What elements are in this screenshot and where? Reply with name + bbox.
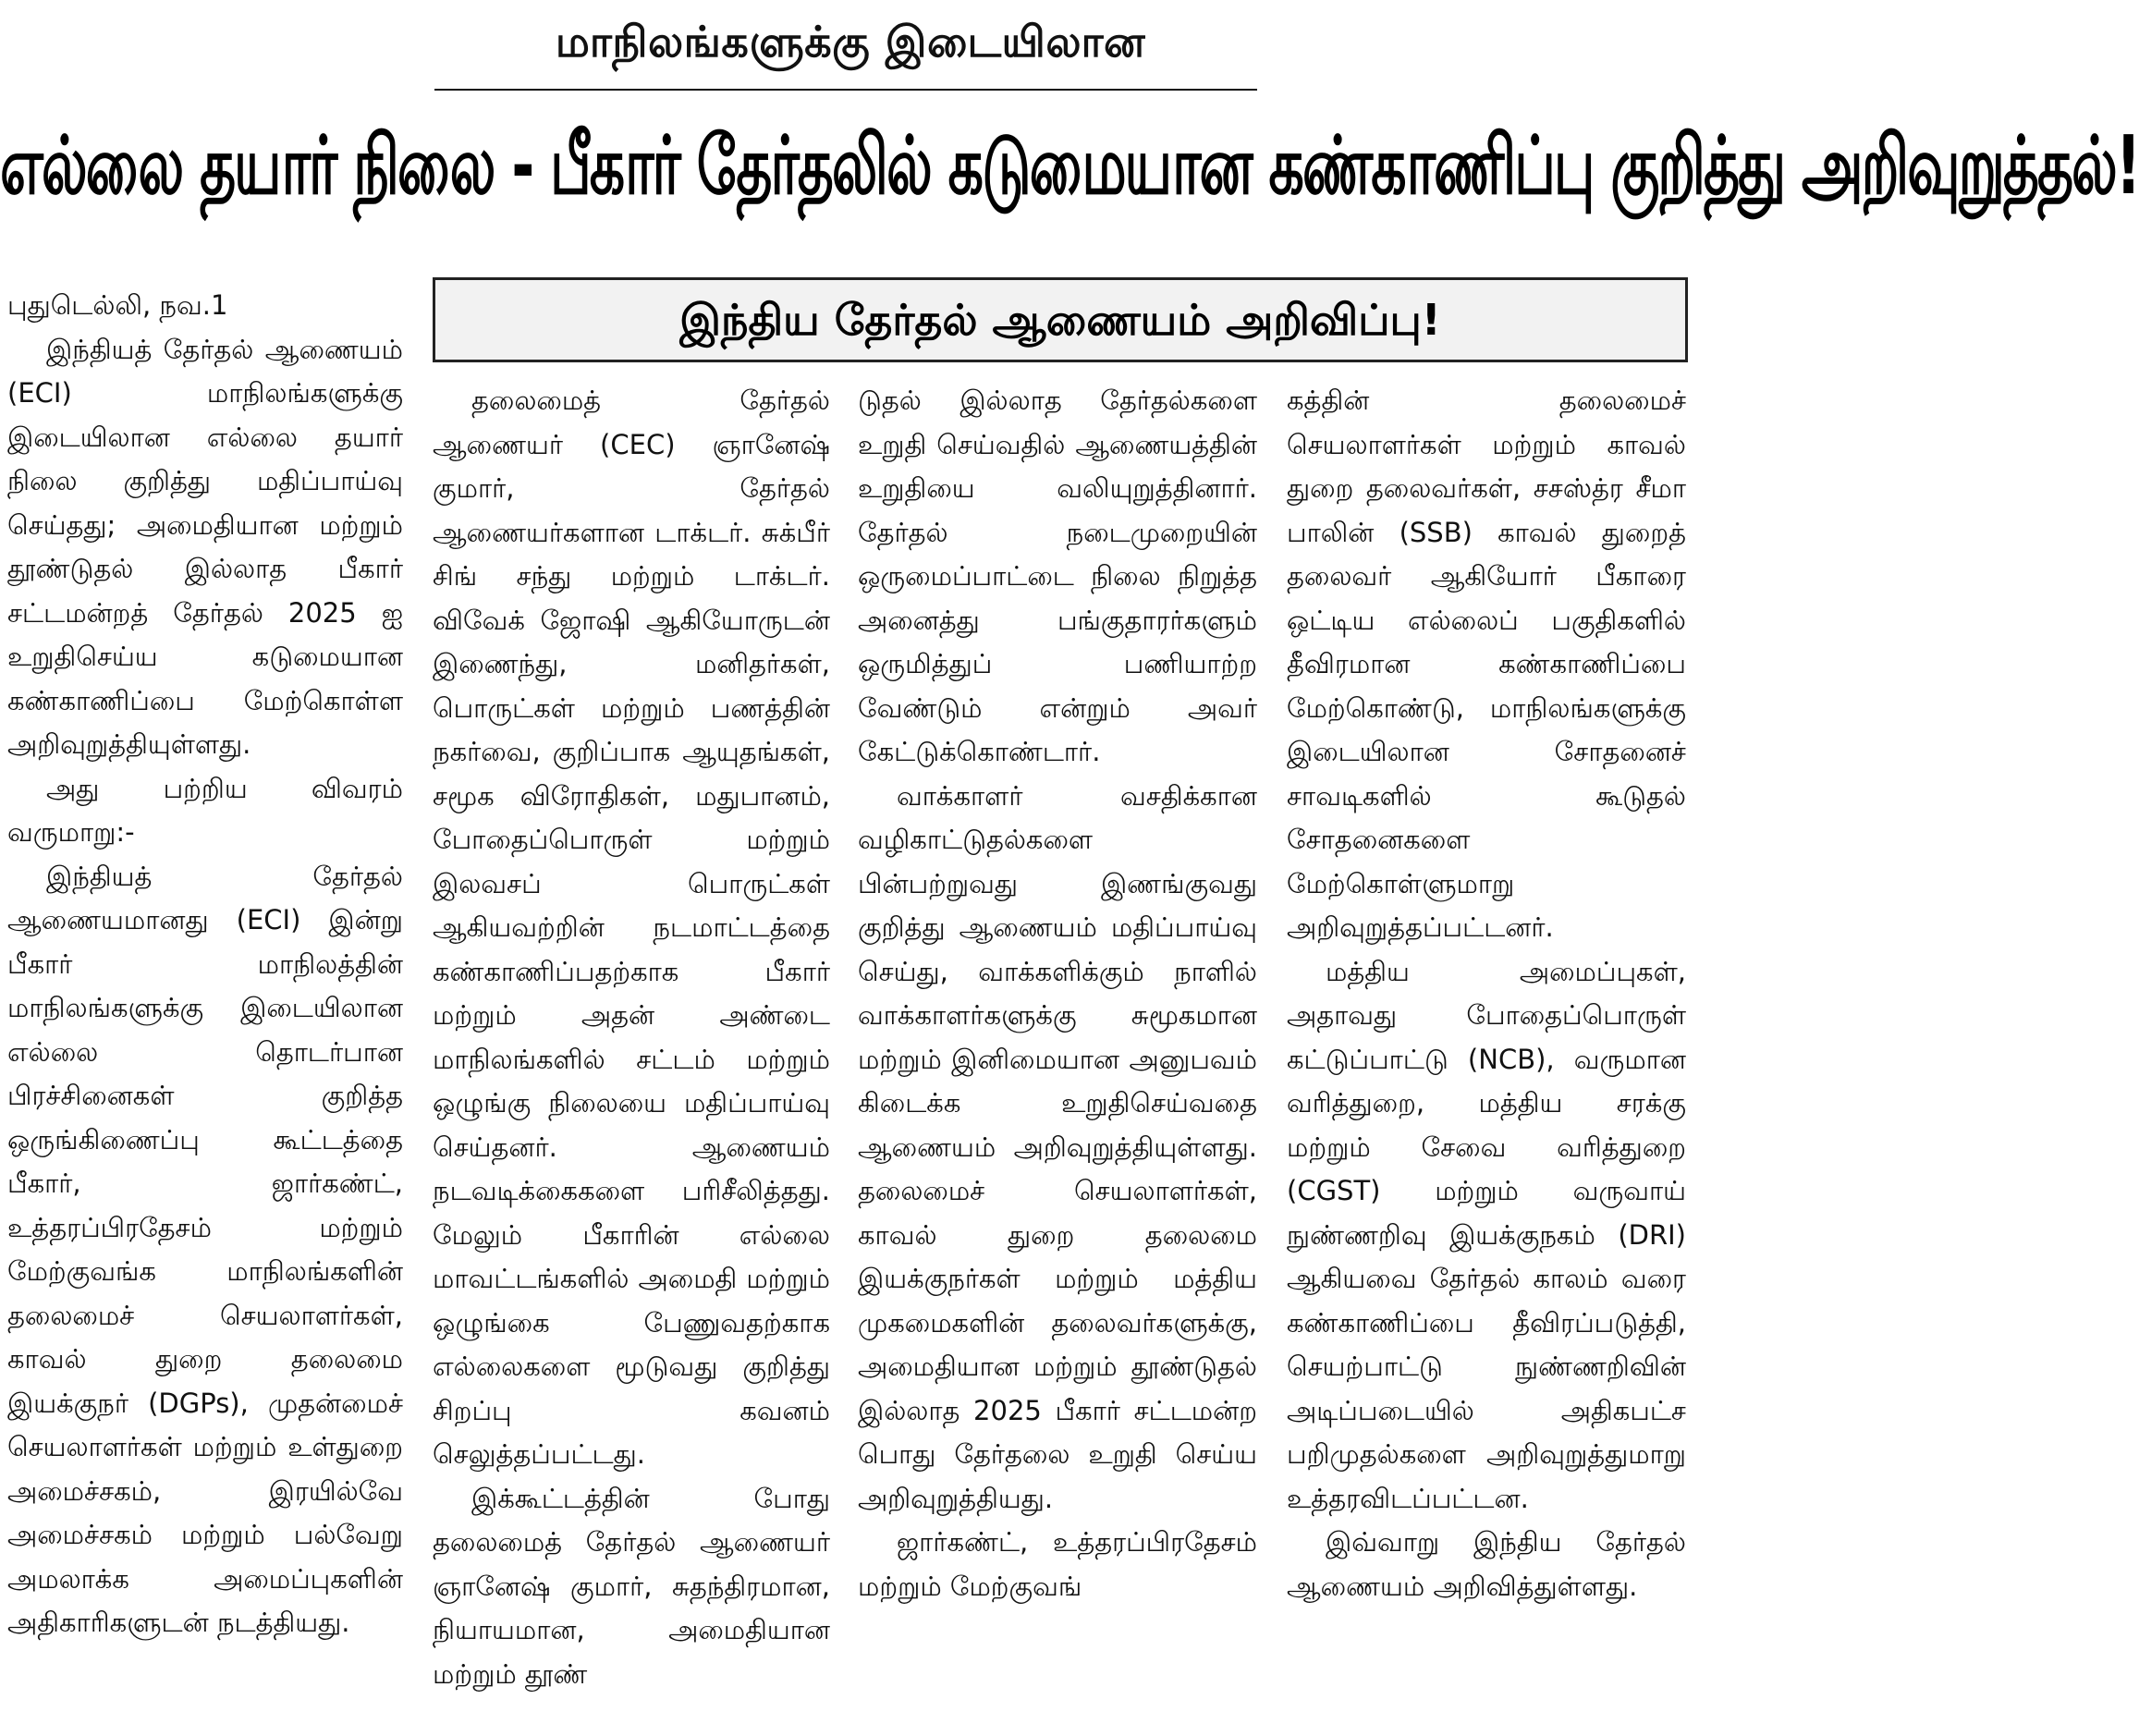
article-column-4 <box>1287 379 1686 1608</box>
paragraph: அது பற்றிய விவரம் வருமாறு:- <box>7 772 403 848</box>
kicker-headline: மாநிலங்களுக்கு இடையிலான <box>555 17 1146 67</box>
paragraph: இந்தியத் தேர்தல் ஆணையம் (ECI) மாநிலங்களுக்கு இடையிலான எல்லை தயார் நிலை குறித்து மதிப்பாய்வு செய்தது; அமைதியான மற்றும் தூண்டுதல் இல்லாத பீகார் சட்டமன்றத் தேர்தல் 2025 ஐ உறுதிசெய்ய கடுமையான கண்காணிப்பை மேற்கொள்ள அறிவுறுத்தியுள்ளது. <box>7 333 403 760</box>
paragraph: வாக்காளர் வசதிக்கான வழிகாட்டுதல்களை பின்பற்றுவது இணங்குவது குறித்து ஆணையம் மதிப்பாய்வு செய்து, வாக்களிக்கும் நாளில் வாக்காளர்களுக்கு சுமூகமான மற்றும் இனிமையான அனுபவம் கிடைக்க உறுதிசெய்வதை ஆணையம் அறிவுறுத்தியுள்ளது. தலைமைச் செயலாளர்கள், காவல் துறை தலைமை இயக்குநர்கள் மற்றும் மத்திய முகமைகளின் தலைவர்களுக்கு, அமைதியான மற்றும் தூண்டுதல் இல்லாத 2025 பீகார் சட்டமன்ற பொது தேர்தலை உறுதி செய்ய அறிவுறுத்தியது. <box>858 779 1257 1514</box>
article-column-1 <box>7 284 403 1645</box>
article-column-3 <box>858 379 1257 1608</box>
paragraph: இந்தியத் தேர்தல் ஆணையமானது (ECI) இன்று பீகார் மாநிலத்தின் மாநிலங்களுக்கு இடையிலான எல்லை தொடர்பான பிரச்சினைகள் குறித்த ஒருங்கிணைப்பு கூட்டத்தை பீகார், ஜார்கண்ட், உத்தரப்பிரதேசம் மற்றும் மேற்குவங்க மாநிலங்களின் தலைமைச் செயலாளர்கள், காவல் துறை தலைமை இயக்குநர் (DGPs), முதன்மைச் செயலாளர்கள் மற்றும் உள்துறை அமைச்சகம், இரயில்வே அமைச்சகம் மற்றும் பல்வேறு அமலாக்க அமைப்புகளின் அதிகாரிகளுடன் நடத்தியது. <box>7 860 403 1638</box>
paragraph: இக்கூட்டத்தின் போது தலைமைத் தேர்தல் ஆணையர் ஞானேஷ் குமார், சுதந்திரமான, நியாயமான, அமைதியான மற்றும் தூண் <box>433 1482 830 1690</box>
dateline: புதுடெல்லி, நவ.1 <box>7 289 228 321</box>
paragraph: டுதல் இல்லாத தேர்தல்களை உறுதி செய்வதில் ஆணையத்தின் உறுதியை வலியுறுத்தினார். தேர்தல் நடைமுறையின் ஒருமைப்பாட்டை நிலை நிறுத்த அனைத்து பங்குதாரர்களும் ஒருமித்துப் பணியாற்ற வேண்டும் என்றும் அவர் கேட்டுக்கொண்டார். <box>858 385 1257 767</box>
paragraph: மத்திய அமைப்புகள், அதாவது போதைப்பொருள் கட்டுப்பாட்டு (NCB), வருமான வரித்துறை, மத்திய சரக்கு மற்றும் சேவை வரித்துறை (CGST) மற்றும் வருவாய் நுண்ணறிவு இயக்குநகம் (DRI) ஆகியவை தேர்தல் காலம் வரை கண்காணிப்பை தீவிரப்படுத்தி, செயற்பாட்டு நுண்ணறிவின் அடிப்படையில் அதிகபட்ச பறிமுதல்களை அறிவுறுத்துமாறு உத்தரவிடப்பட்டன. <box>1287 955 1686 1514</box>
paragraph: ஜார்கண்ட், உத்தரப்பிரதேசம் மற்றும் மேற்குவங் <box>858 1526 1257 1602</box>
main-headline: எல்லை தயார் நிலை - பீகார் தேர்தலில் கடுமையான கண்காணிப்பு குறித்து அறிவுறுத்தல்! <box>0 119 2139 214</box>
paragraph: இவ்வாறு இந்திய தேர்தல் ஆணையம் அறிவித்துள்ளது. <box>1287 1526 1686 1602</box>
subheadline-box: இந்திய தேர்தல் ஆணையம் அறிவிப்பு! <box>433 277 1688 362</box>
paragraph: தலைமைத் தேர்தல் ஆணையர் (CEC) ஞானேஷ் குமார், தேர்தல் ஆணையர்களான டாக்டர். சுக்பீர் சிங் சந்து மற்றும் டாக்டர். விவேக் ஜோஷி ஆகியோருடன் இணைந்து, மனிதர்கள், பொருட்கள் மற்றும் பணத்தின் நகர்வை, குறிப்பாக ஆயுதங்கள், சமூக விரோதிகள், மதுபானம், போதைப்பொருள் மற்றும் இலவசப் பொருட்கள் ஆகியவற்றின் நடமாட்டத்தை கண்காணிப்பதற்காக பீகார் மற்றும் அதன் அண்டை மாநிலங்களில் சட்டம் மற்றும் ஒழுங்கு நிலையை மதிப்பாய்வு செய்தனர். ஆணையம் நடவடிக்கைகளை பரிசீலித்தது. மேலும் பீகாரின் எல்லை மாவட்டங்களில் அமைதி மற்றும் ஒழுங்கை பேணுவதற்காக எல்லைகளை மூடுவது குறித்து சிறப்பு கவனம் செலுத்தப்பட்டது. <box>433 385 830 1470</box>
article-column-2 <box>433 379 830 1696</box>
paragraph: கத்தின் தலைமைச் செயலாளர்கள் மற்றும் காவல் துறை தலைவர்கள், சசஸ்த்ர சீமா பாலின் (SSB) காவல் துறைத் தலைவர் ஆகியோர் பீகாரை ஒட்டிய எல்லைப் பகுதிகளில் தீவிரமான கண்காணிப்பை மேற்கொண்டு, மாநிலங்களுக்கு இடையிலான சோதனைச் சாவடிகளில் கூடுதல் சோதனைகளை மேற்கொள்ளுமாறு அறிவுறுத்தப்பட்டனர். <box>1287 385 1686 943</box>
